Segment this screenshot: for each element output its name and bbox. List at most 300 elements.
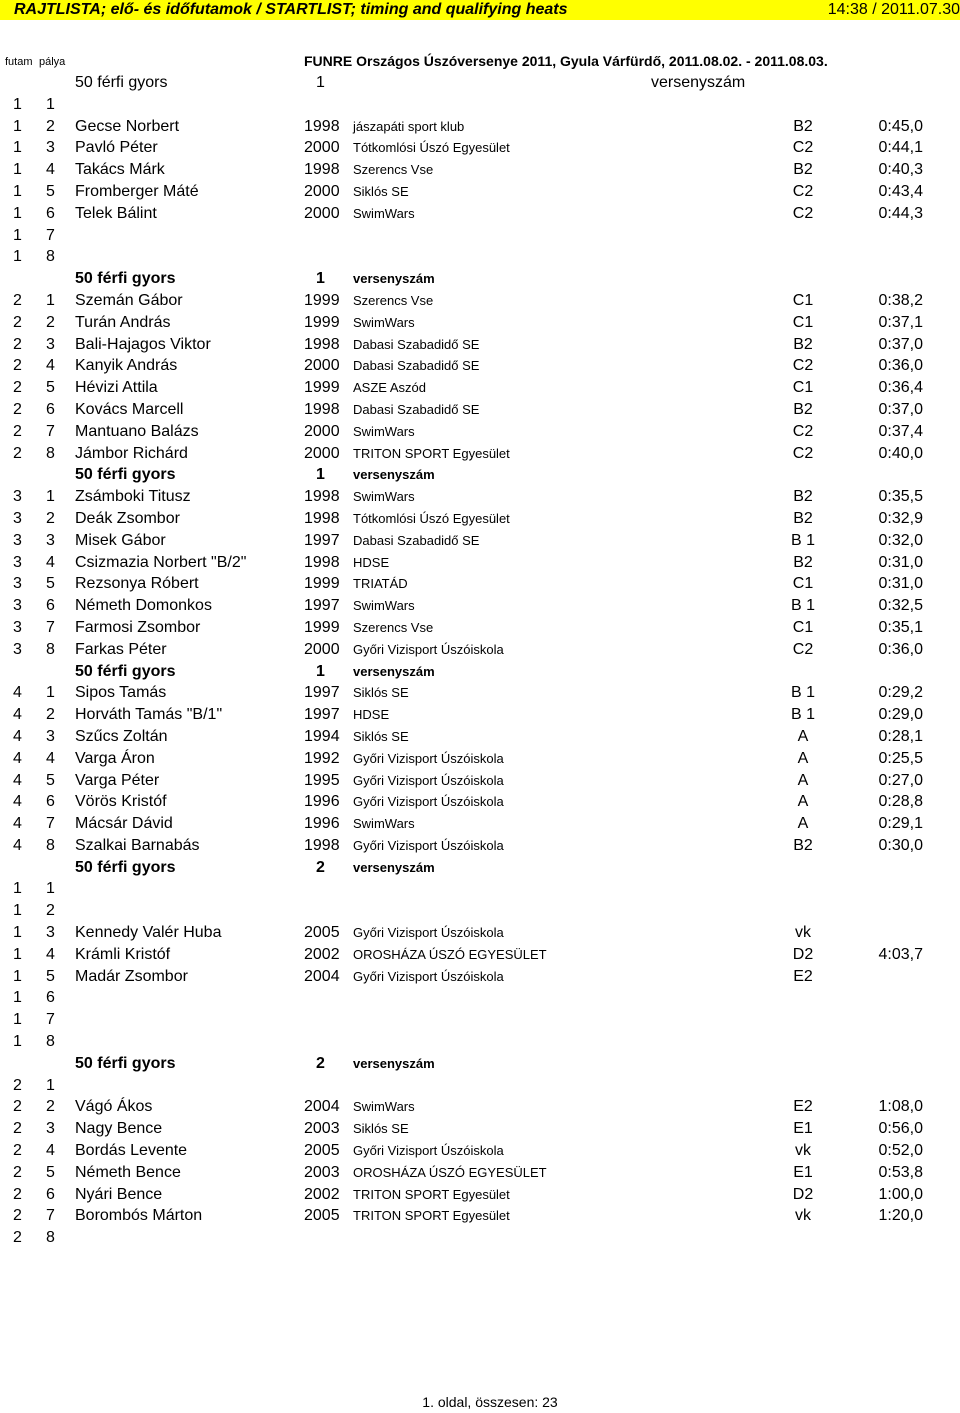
birth-year: 1998 <box>304 553 340 571</box>
swimmer-name: Kanyik András <box>75 357 178 375</box>
event-distance: 50 férfi gyors <box>75 74 168 91</box>
age-category: B2 <box>793 509 813 527</box>
club-name: Siklós SE <box>353 183 409 199</box>
entry-time: 0:32,5 <box>878 597 923 615</box>
entry-row <box>0 1227 960 1249</box>
lane-number: 8 <box>46 836 55 854</box>
age-category: C2 <box>792 444 814 462</box>
entry-row <box>0 1162 960 1184</box>
heat-number: 2 <box>13 1185 22 1203</box>
heat-number: 4 <box>13 771 22 789</box>
heat-number: 4 <box>13 815 22 833</box>
heat-number: 3 <box>13 509 22 527</box>
swimmer-name: Hévizi Attila <box>75 379 158 397</box>
age-category: C1 <box>792 379 814 397</box>
club-name: TRITON SPORT Egyesület <box>353 1186 510 1202</box>
birth-year: 2002 <box>304 945 340 963</box>
event-number: 1 <box>316 466 325 484</box>
lane-number: 7 <box>46 1207 55 1225</box>
swimmer-name: Turán András <box>75 313 171 331</box>
entry-time: 0:29,2 <box>878 684 923 702</box>
age-category: C2 <box>792 182 814 200</box>
entry-time: 0:31,0 <box>878 553 923 571</box>
entry-row <box>0 312 960 334</box>
entry-time: 0:37,1 <box>878 313 923 331</box>
heat-number: 1 <box>13 1033 22 1051</box>
entry-time: 0:29,1 <box>878 815 923 833</box>
heat-number: 1 <box>13 1011 22 1029</box>
swimmer-name: Sipos Tamás <box>75 684 167 702</box>
lane-number: 4 <box>46 749 55 767</box>
lane-number: 2 <box>46 117 55 135</box>
event-header-row <box>0 72 960 94</box>
age-category: B 1 <box>790 684 815 702</box>
event-label: versenyszám <box>353 271 435 287</box>
entry-row <box>0 835 960 857</box>
lane-number: 2 <box>46 1098 55 1116</box>
lane-number: 4 <box>46 161 55 179</box>
entry-time: 4:03,7 <box>878 945 923 963</box>
birth-year: 1998 <box>304 488 340 506</box>
birth-year: 1999 <box>304 618 340 636</box>
event-distance: 50 férfi gyors <box>75 270 176 288</box>
club-name: Győri Vizisport Úszóiskola <box>353 794 504 810</box>
swimmer-name: Csizmazia Norbert "B/2" <box>75 553 247 571</box>
club-name: Győri Vizisport Úszóiskola <box>353 750 504 766</box>
birth-year: 1997 <box>304 531 340 549</box>
entry-row <box>0 1009 960 1031</box>
club-name: SwimWars <box>353 423 415 439</box>
lane-number: 3 <box>46 531 55 549</box>
birth-year: 2003 <box>304 1163 340 1181</box>
swimmer-name: Bordás Levente <box>75 1142 188 1160</box>
entry-row <box>0 966 960 988</box>
lane-number: 2 <box>46 313 55 331</box>
age-category: B 1 <box>790 706 815 724</box>
heat-number: 2 <box>13 313 22 331</box>
entry-row <box>0 1140 960 1162</box>
lane-number: 2 <box>46 706 55 724</box>
club-name: Győri Vizisport Úszóiskola <box>353 641 504 657</box>
entry-row <box>0 225 960 247</box>
birth-year: 1994 <box>304 727 340 745</box>
lane-number: 5 <box>46 575 55 593</box>
event-header-row <box>0 268 960 290</box>
heat-number: 2 <box>13 379 22 397</box>
entry-row <box>0 878 960 900</box>
lane-number: 3 <box>46 139 55 157</box>
entry-row <box>0 421 960 443</box>
entry-time: 0:29,0 <box>878 706 923 724</box>
entry-time: 0:28,8 <box>878 793 923 811</box>
title-bar <box>0 0 960 20</box>
entry-time: 0:36,4 <box>878 379 923 397</box>
birth-year: 1998 <box>304 335 340 353</box>
birth-year: 1998 <box>304 509 340 527</box>
event-label: versenyszám <box>651 74 746 91</box>
age-category: C2 <box>792 640 814 658</box>
birth-year: 1998 <box>304 161 340 179</box>
entry-time: 0:32,9 <box>878 509 923 527</box>
club-name: Szerencs Vse <box>353 292 434 308</box>
swimmer-name: Telek Bálint <box>75 204 157 222</box>
swimmer-name: Pavló Péter <box>75 139 158 157</box>
heat-number: 2 <box>13 1120 22 1138</box>
event-number: 2 <box>316 858 325 876</box>
entry-time: 0:40,3 <box>878 161 923 179</box>
birth-year: 2000 <box>304 139 340 157</box>
column-header-heat: futam <box>5 56 33 68</box>
event-number: 1 <box>316 662 325 680</box>
heat-number: 1 <box>13 204 22 222</box>
age-category: C2 <box>792 357 814 375</box>
lane-number: 4 <box>46 357 55 375</box>
entry-row <box>0 508 960 530</box>
lane-number: 7 <box>46 1011 55 1029</box>
club-name: Szerencs Vse <box>353 162 434 178</box>
club-name: Győri Vizisport Úszóiskola <box>353 968 504 984</box>
age-category: C2 <box>792 139 814 157</box>
birth-year: 2003 <box>304 1120 340 1138</box>
page-footer: 1. oldal, összesen: 23 <box>422 1394 558 1410</box>
lane-number: 3 <box>46 1120 55 1138</box>
swimmer-name: Jámbor Richárd <box>75 444 188 462</box>
club-name: Győri Vizisport Úszóiskola <box>353 925 504 941</box>
club-name: Siklós SE <box>353 728 409 744</box>
heat-number: 3 <box>13 597 22 615</box>
age-category: vk <box>795 924 811 942</box>
club-name: ASZE Aszód <box>353 380 426 396</box>
heat-number: 2 <box>13 291 22 309</box>
column-header-lane: pálya <box>39 56 66 68</box>
club-name: SwimWars <box>353 489 415 505</box>
lane-number: 5 <box>46 771 55 789</box>
age-category: D2 <box>792 945 814 963</box>
heat-number: 2 <box>13 357 22 375</box>
swimmer-name: Fromberger Máté <box>75 182 199 200</box>
lane-number: 7 <box>46 815 55 833</box>
heat-number: 1 <box>13 880 22 898</box>
birth-year: 1999 <box>304 313 340 331</box>
club-name: Győri Vizisport Úszóiskola <box>353 837 504 853</box>
age-category: B2 <box>793 117 813 135</box>
heat-number: 1 <box>13 139 22 157</box>
age-category: C2 <box>792 204 814 222</box>
entry-time: 0:30,0 <box>878 836 923 854</box>
heat-number: 1 <box>13 226 22 244</box>
entry-row <box>0 1096 960 1118</box>
heat-number: 1 <box>13 117 22 135</box>
entry-row <box>0 726 960 748</box>
lane-number: 7 <box>46 618 55 636</box>
swimmer-name: Rezsonya Róbert <box>75 575 199 593</box>
entry-row <box>0 1184 960 1206</box>
club-name: SwimWars <box>353 816 415 832</box>
birth-year: 1996 <box>304 815 340 833</box>
lane-number: 6 <box>46 793 55 811</box>
club-name: Dabasi Szabadidő SE <box>353 358 480 374</box>
entry-row <box>0 704 960 726</box>
lane-number: 2 <box>46 902 55 920</box>
event-header-row <box>0 464 960 486</box>
entry-row <box>0 748 960 770</box>
swimmer-name: Misek Gábor <box>75 531 166 549</box>
event-distance: 50 férfi gyors <box>75 466 176 484</box>
lane-number: 7 <box>46 422 55 440</box>
lane-number: 7 <box>46 226 55 244</box>
event-number: 1 <box>316 74 325 91</box>
print-timestamp: 14:38 / 2011.07.30 <box>827 1 960 18</box>
lane-number: 5 <box>46 182 55 200</box>
entry-row <box>0 595 960 617</box>
birth-year: 2000 <box>304 444 340 462</box>
club-name: Győri Vizisport Úszóiskola <box>353 772 504 788</box>
entry-time: 0:38,2 <box>878 291 923 309</box>
entry-row <box>0 813 960 835</box>
age-category: B2 <box>793 488 813 506</box>
heat-number: 4 <box>13 836 22 854</box>
entry-time: 0:37,4 <box>878 422 923 440</box>
entry-time: 1:00,0 <box>878 1185 923 1203</box>
lane-number: 1 <box>46 95 55 113</box>
entry-row <box>0 290 960 312</box>
swimmer-name: Zsámboki Titusz <box>75 488 191 506</box>
club-name: Tótkomlósi Úszó Egyesület <box>353 510 510 526</box>
heat-number: 1 <box>13 924 22 942</box>
age-category: C1 <box>792 291 814 309</box>
swimmer-name: Deák Zsombor <box>75 509 180 527</box>
swimmer-name: Németh Domonkos <box>75 597 212 615</box>
event-label: versenyszám <box>353 859 435 875</box>
swimmer-name: Bali-Hajagos Viktor <box>75 335 211 353</box>
age-category: B2 <box>793 161 813 179</box>
lane-number: 1 <box>46 1076 55 1094</box>
entry-time: 1:08,0 <box>878 1098 923 1116</box>
lane-number: 6 <box>46 204 55 222</box>
heat-number: 3 <box>13 575 22 593</box>
swimmer-name: Farmosi Zsombor <box>75 618 201 636</box>
entry-row <box>0 922 960 944</box>
heat-number: 1 <box>13 95 22 113</box>
birth-year: 2000 <box>304 640 340 658</box>
birth-year: 1996 <box>304 793 340 811</box>
entry-row <box>0 791 960 813</box>
age-category: E2 <box>793 967 813 985</box>
lane-number: 1 <box>46 291 55 309</box>
entry-time: 0:56,0 <box>878 1120 923 1138</box>
entry-row <box>0 1075 960 1097</box>
lane-number: 6 <box>46 400 55 418</box>
entry-row <box>0 1205 960 1227</box>
entry-row <box>0 355 960 377</box>
heat-number: 3 <box>13 618 22 636</box>
entry-time: 0:32,0 <box>878 531 923 549</box>
competition-name: FUNRE Országos Úszóversenye 2011, Gyula Várfürdő, 2011.08.02. - 2011.08.03. <box>304 53 828 69</box>
age-category: B2 <box>793 335 813 353</box>
swimmer-name: Varga Áron <box>75 749 155 767</box>
swimmer-name: Vörös Kristóf <box>75 793 167 811</box>
birth-year: 1998 <box>304 836 340 854</box>
heat-number: 1 <box>13 902 22 920</box>
entry-time: 0:40,0 <box>878 444 923 462</box>
event-number: 1 <box>316 270 325 288</box>
birth-year: 1992 <box>304 749 340 767</box>
club-name: Siklós SE <box>353 1121 409 1137</box>
swimmer-name: Németh Bence <box>75 1163 181 1181</box>
lane-number: 8 <box>46 1033 55 1051</box>
event-distance: 50 férfi gyors <box>75 1054 176 1072</box>
event-header-row <box>0 1053 960 1075</box>
entry-row <box>0 203 960 225</box>
entry-time: 0:43,4 <box>878 182 923 200</box>
heat-number: 3 <box>13 488 22 506</box>
event-header-row <box>0 857 960 879</box>
club-name: TRITON SPORT Egyesület <box>353 445 510 461</box>
swimmer-name: Krámli Kristóf <box>75 945 171 963</box>
entry-row <box>0 116 960 138</box>
swimmer-name: Kovács Marcell <box>75 400 184 418</box>
event-label: versenyszám <box>353 467 435 483</box>
age-category: B 1 <box>790 597 815 615</box>
entry-time: 1:20,0 <box>878 1207 923 1225</box>
swimmer-name: Szemán Gábor <box>75 291 183 309</box>
age-category: C1 <box>792 313 814 331</box>
entry-time: 0:37,0 <box>878 335 923 353</box>
entry-row <box>0 1118 960 1140</box>
entry-row <box>0 94 960 116</box>
entry-row <box>0 900 960 922</box>
birth-year: 1999 <box>304 575 340 593</box>
entry-time: 0:36,0 <box>878 640 923 658</box>
lane-number: 1 <box>46 684 55 702</box>
age-category: E1 <box>793 1120 813 1138</box>
birth-year: 1997 <box>304 597 340 615</box>
event-header-row <box>0 661 960 683</box>
club-name: TRITON SPORT Egyesület <box>353 1208 510 1224</box>
swimmer-name: Szűcs Zoltán <box>75 727 168 745</box>
swimmer-name: Szalkai Barnabás <box>75 836 200 854</box>
lane-number: 5 <box>46 967 55 985</box>
birth-year: 1999 <box>304 291 340 309</box>
event-label: versenyszám <box>353 1055 435 1071</box>
lane-number: 8 <box>46 1229 55 1247</box>
age-category: A <box>797 771 809 789</box>
age-category: E1 <box>793 1163 813 1181</box>
heat-number: 1 <box>13 161 22 179</box>
heat-number: 1 <box>13 989 22 1007</box>
entry-row <box>0 1031 960 1053</box>
age-category: B2 <box>793 553 813 571</box>
lane-number: 4 <box>46 553 55 571</box>
birth-year: 2000 <box>304 422 340 440</box>
entry-time: 0:44,3 <box>878 204 923 222</box>
swimmer-name: Vágó Ákos <box>75 1098 153 1116</box>
birth-year: 1998 <box>304 117 340 135</box>
entry-row <box>0 682 960 704</box>
entry-row <box>0 181 960 203</box>
swimmer-name: Gecse Norbert <box>75 117 180 135</box>
heat-number: 2 <box>13 400 22 418</box>
entry-row <box>0 399 960 421</box>
club-name: Szerencs Vse <box>353 619 434 635</box>
birth-year: 2005 <box>304 1142 340 1160</box>
age-category: vk <box>795 1142 811 1160</box>
heat-number: 2 <box>13 1098 22 1116</box>
club-name: OROSHÁZA ÚSZÓ EGYESÜLET <box>353 1164 547 1180</box>
age-category: A <box>797 815 809 833</box>
heat-number: 2 <box>13 444 22 462</box>
lane-number: 3 <box>46 727 55 745</box>
heat-number: 3 <box>13 640 22 658</box>
heat-number: 2 <box>13 1163 22 1181</box>
entry-time: 0:35,5 <box>878 488 923 506</box>
birth-year: 2002 <box>304 1185 340 1203</box>
lane-number: 6 <box>46 989 55 1007</box>
lane-number: 2 <box>46 509 55 527</box>
entry-time: 0:35,1 <box>878 618 923 636</box>
heat-number: 4 <box>13 727 22 745</box>
heat-number: 4 <box>13 706 22 724</box>
club-name: OROSHÁZA ÚSZÓ EGYESÜLET <box>353 946 547 962</box>
birth-year: 2004 <box>304 1098 340 1116</box>
entry-row <box>0 530 960 552</box>
club-name: Tótkomlósi Úszó Egyesület <box>353 140 510 156</box>
age-category: B 1 <box>790 531 815 549</box>
club-name: Dabasi Szabadidő SE <box>353 532 480 548</box>
lane-number: 6 <box>46 597 55 615</box>
lane-number: 3 <box>46 924 55 942</box>
club-name: HDSE <box>353 707 390 723</box>
swimmer-name: Varga Péter <box>75 771 160 789</box>
heat-number: 2 <box>13 422 22 440</box>
swimmer-name: Madár Zsombor <box>75 967 188 985</box>
heat-number: 4 <box>13 793 22 811</box>
age-category: E2 <box>793 1098 813 1116</box>
entry-time: 0:36,0 <box>878 357 923 375</box>
club-name: TRIATÁD <box>353 576 408 592</box>
age-category: C2 <box>792 422 814 440</box>
heat-number: 3 <box>13 553 22 571</box>
lane-number: 6 <box>46 1185 55 1203</box>
lane-number: 8 <box>46 444 55 462</box>
age-category: vk <box>795 1207 811 1225</box>
entry-row <box>0 443 960 465</box>
club-name: Dabasi Szabadidő SE <box>353 336 480 352</box>
swimmer-name: Takács Márk <box>75 161 165 179</box>
club-name: jászapáti sport klub <box>353 118 465 134</box>
age-category: C1 <box>792 618 814 636</box>
event-label: versenyszám <box>353 663 435 679</box>
entry-row <box>0 770 960 792</box>
entry-time: 0:31,0 <box>878 575 923 593</box>
birth-year: 1999 <box>304 379 340 397</box>
event-number: 2 <box>316 1054 325 1072</box>
heat-number: 2 <box>13 1229 22 1247</box>
entry-row <box>0 246 960 268</box>
swimmer-name: Borombós Márton <box>75 1207 203 1225</box>
age-category: C1 <box>792 575 814 593</box>
heat-number: 4 <box>13 684 22 702</box>
club-name: SwimWars <box>353 1099 415 1115</box>
age-category: B2 <box>793 836 813 854</box>
entry-row <box>0 137 960 159</box>
lane-number: 8 <box>46 640 55 658</box>
entry-time: 0:28,1 <box>878 727 923 745</box>
heat-number: 2 <box>13 1142 22 1160</box>
swimmer-name: Nagy Bence <box>75 1120 163 1138</box>
entry-time: 0:44,1 <box>878 139 923 157</box>
birth-year: 2005 <box>304 1207 340 1225</box>
